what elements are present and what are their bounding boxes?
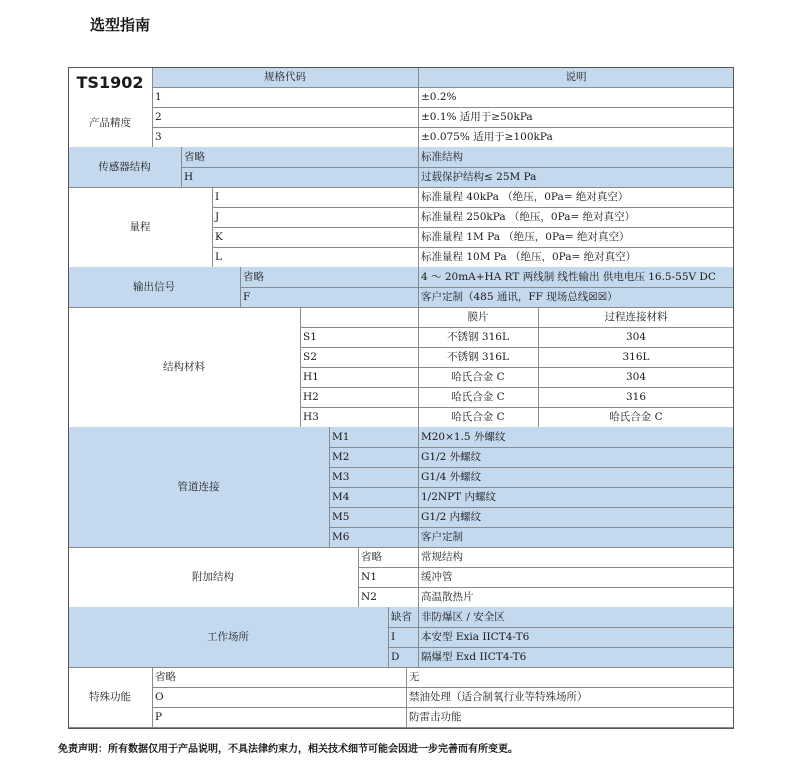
spec-code: J xyxy=(215,210,220,223)
group-title: 结构材料 xyxy=(163,360,205,373)
spec-description: M20×1.5 外螺纹 xyxy=(421,430,506,443)
group-title: 附加结构 xyxy=(192,570,234,583)
spec-code: N2 xyxy=(361,590,377,603)
group-title: 量程 xyxy=(129,220,151,233)
material-subheader-diaphragm: 膜片 xyxy=(467,310,489,323)
material-connection: 哈氏合金 C xyxy=(609,410,663,423)
spec-description: 客户定制（485 通讯，FF 现场总线☒☒） xyxy=(421,290,618,303)
spec-code: 省略 xyxy=(361,550,382,563)
spec-description: 标准量程 40kPa （绝压，0Pa= 绝对真空） xyxy=(421,190,629,203)
group-title: 工作场所 xyxy=(68,607,388,667)
spec-code: M6 xyxy=(332,530,350,543)
spec-description: ±0.075% 适用于≥100kPa xyxy=(421,130,553,143)
page-title: 选型指南 xyxy=(90,16,151,34)
group-title: 传感器结构 xyxy=(68,147,181,187)
spec-description: 防雷击功能 xyxy=(409,710,462,723)
spec-description: G1/2 外螺纹 xyxy=(421,450,482,463)
spec-code: H3 xyxy=(303,410,319,423)
group-title: 管道连接 xyxy=(68,427,329,547)
header-code: 规格代码 xyxy=(152,67,418,87)
spec-description: 非防爆区 / 安全区 xyxy=(421,610,505,623)
spec-description: 缓冲管 xyxy=(421,570,453,583)
model-number: TS1902 xyxy=(76,73,144,92)
selection-table xyxy=(68,67,734,729)
spec-description: 标准量程 1M Pa （绝压，0Pa= 绝对真空） xyxy=(421,230,630,243)
spec-description: 标准结构 xyxy=(421,150,463,163)
spec-code: M1 xyxy=(332,430,350,443)
spec-code: H2 xyxy=(303,390,319,403)
material-diaphragm: 哈氏合金 C xyxy=(451,390,505,403)
spec-code: I xyxy=(391,630,396,643)
spec-description: 标准量程 10M Pa （绝压，0Pa= 绝对真空） xyxy=(421,250,637,263)
column-divider xyxy=(418,67,419,87)
row-divider xyxy=(68,727,734,728)
material-diaphragm: 不锈钢 316L xyxy=(447,330,509,343)
spec-description: 无 xyxy=(409,670,420,683)
material-connection: 304 xyxy=(625,330,647,343)
spec-code: I xyxy=(215,190,220,203)
group-title: 特殊功能 xyxy=(89,690,131,703)
spec-code: M2 xyxy=(332,450,350,463)
spec-code: 省略 xyxy=(243,270,264,283)
spec-code: S1 xyxy=(303,330,317,343)
spec-description: ±0.1% 适用于≥50kPa xyxy=(421,110,533,123)
spec-description: 1/2NPT 内螺纹 xyxy=(421,490,496,503)
material-subheader-connection: 过程连接材料 xyxy=(604,310,668,323)
spec-description: 标准量程 250kPa （绝压，0Pa= 绝对真空） xyxy=(421,210,636,223)
spec-description: G1/4 外螺纹 xyxy=(421,470,482,483)
disclaimer: 免责声明：所有数据仅用于产品说明，不具法律约束力，相关技术细节可能会因进一步完善而有所变更。 xyxy=(58,744,518,755)
spec-code: D xyxy=(391,650,400,663)
material-diaphragm: 不锈钢 316L xyxy=(447,350,509,363)
spec-description: 本安型 Exia IICT4-T6 xyxy=(421,630,530,643)
spec-description: 过载保护结构≤ 25M Pa xyxy=(421,170,537,183)
spec-code: M3 xyxy=(332,470,350,483)
spec-code: P xyxy=(155,710,163,723)
group-title: 输出信号 xyxy=(68,267,240,307)
spec-code: H1 xyxy=(303,370,319,383)
spec-code: 缺省 xyxy=(391,610,412,623)
material-connection: 316 xyxy=(625,390,647,403)
spec-description: 禁油处理（适合制氧行业等特殊场所） xyxy=(409,690,588,703)
material-connection: 304 xyxy=(625,370,647,383)
spec-code: M4 xyxy=(332,490,350,503)
material-diaphragm: 哈氏合金 C xyxy=(451,370,505,383)
spec-description: 4 ～ 20mA+HA RT 两线制 线性输出 供电电压 16.5-55V DC xyxy=(421,270,716,283)
spec-description: ±0.2% xyxy=(421,90,457,103)
header-desc: 说明 xyxy=(418,67,734,87)
spec-code: N1 xyxy=(361,570,377,583)
spec-code: 3 xyxy=(155,130,162,143)
group-title: 产品精度 xyxy=(89,116,131,129)
spec-code: 1 xyxy=(155,90,162,103)
spec-code: H xyxy=(184,170,194,183)
spec-code: 省略 xyxy=(184,150,205,163)
material-connection: 316L xyxy=(622,350,650,363)
spec-description: 常规结构 xyxy=(421,550,463,563)
spec-code: 2 xyxy=(155,110,162,123)
spec-description: G1/2 内螺纹 xyxy=(421,510,482,523)
spec-description: 客户定制 xyxy=(421,530,463,543)
material-diaphragm: 哈氏合金 C xyxy=(451,410,505,423)
spec-code: F xyxy=(243,290,251,303)
spec-code: S2 xyxy=(303,350,317,363)
spec-description: 高温散热片 xyxy=(421,590,474,603)
spec-code: O xyxy=(155,690,164,703)
spec-description: 隔爆型 Exd IICT4-T6 xyxy=(421,650,527,663)
spec-code: L xyxy=(215,250,222,263)
spec-code: K xyxy=(215,230,223,243)
spec-code: M5 xyxy=(332,510,350,523)
spec-code: 省略 xyxy=(155,670,176,683)
